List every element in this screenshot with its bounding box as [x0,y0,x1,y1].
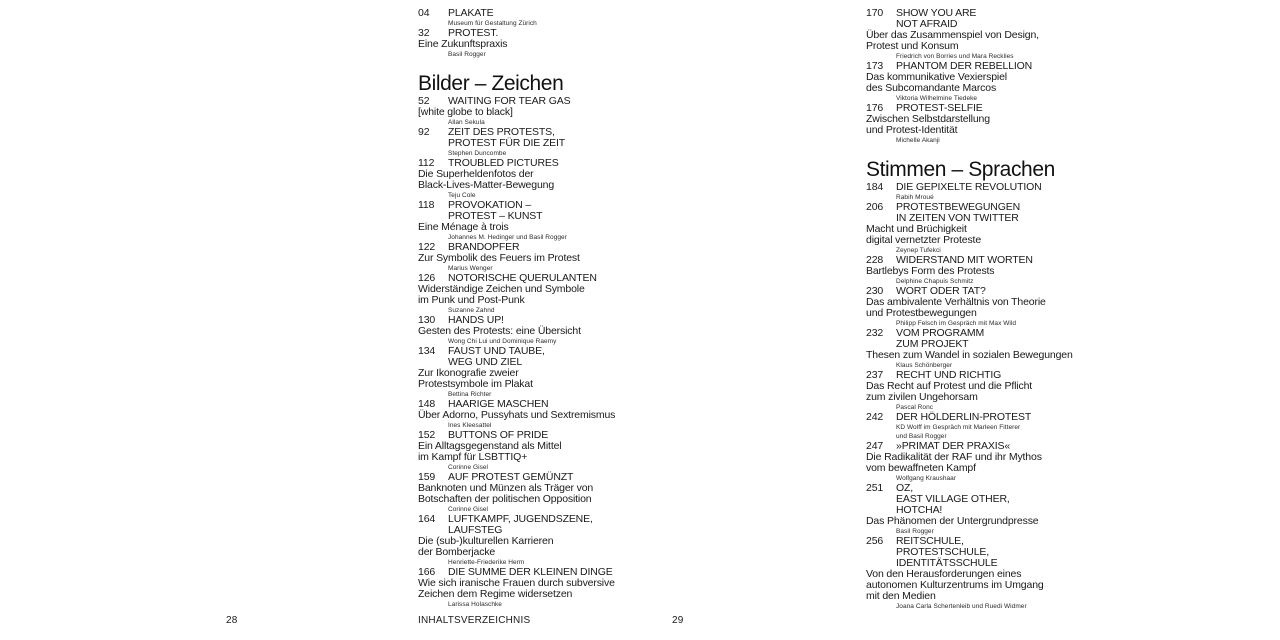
entry-subtitle-line: Thesen zum Wandel in sozialen Bewegungen [866,349,1073,361]
toc-entry [866,255,1066,286]
entry-subtitle-line: Eine Zukunftspraxis [418,38,508,50]
toc-entry [418,273,618,315]
entry-subtitle-line: im Kampf für LSBTTIQ+ [418,451,528,463]
entry-author: Ines Kleesattel [448,422,492,429]
entry-subtitle-line: Ein Alltagsgegenstand als Mittel [418,440,562,452]
entry-page-ref: 04 [418,7,430,19]
entry-page-ref: 164 [418,513,436,525]
page-number-right: 29 [672,615,684,626]
entry-author: Zeynep Tufekci [896,247,941,254]
entry-subtitle-line: Über das Zusammenspiel von Design, [866,29,1039,41]
entry-author: Wong Chi Lui und Dominique Raemy [448,338,557,345]
entry-author: und Basil Rogger [896,433,947,440]
entry-title-line: EAST VILLAGE OTHER, [896,493,1010,505]
entry-first-line [866,412,1066,423]
entry-subtitle-line: zum zivilen Ungehorsam [866,391,978,403]
entry-subtitle-line: des Subcomandante Marcos [866,82,997,94]
entry-author: Klaus Schönberger [896,362,953,369]
entry-subtitle-line: und Protest-Identität [866,124,958,136]
toc-entry [418,8,618,28]
entry-title-line: PROTEST – KUNST [448,210,543,222]
entry-page-ref: 251 [866,482,884,494]
entry-subtitle-line: der Bomberjacke [418,546,496,558]
entry-subtitle-line: Black-Lives-Matter-Bewegung [418,179,555,191]
entry-page-ref: 206 [866,201,884,213]
entry-title-line: NOT AFRAID [896,18,958,30]
toc-entry [866,483,1066,536]
entry-subtitle-line: Die (sub-)kulturellen Karrieren [418,535,554,547]
entry-page-ref: 130 [418,314,436,326]
entry-title-line: HAARIGE MASCHEN [448,398,549,410]
entry-author: Henriette-Friederike Herm [448,559,525,566]
entry-page-ref: 247 [866,440,884,452]
toc-entry [418,315,618,346]
entry-title-line: DER HÖLDERLIN-PROTEST [896,411,1032,423]
entry-author: Rabih Mroué [896,194,934,201]
toc-entry [866,327,1073,370]
entry-page-ref: 230 [866,285,884,297]
entry-subtitle-line: Über Adorno, Pussyhats und Sextremismus [418,409,616,421]
entry-subtitle-line: vom bewaffneten Kampf [866,462,976,474]
entry-title-line: WORT ODER TAT? [896,285,986,297]
entry-subtitle-line: Protest und Konsum [866,40,959,52]
entry-subtitle-line: [white globe to black] [418,106,513,118]
toc-entry [418,346,618,399]
toc-entry [866,441,1066,483]
entry-title-line: REITSCHULE, [896,535,964,547]
entry-subtitle-line: im Punk und Post-Punk [418,294,525,306]
entry-author: Stephen Duncombe [448,150,507,157]
section-heading: Stimmen – Sprachen [866,158,1055,181]
entry-subtitle-line: Das Phänomen der Untergrundpresse [866,515,1039,527]
entry-page-ref: 122 [418,241,436,253]
entry-subtitle-line: Das Recht auf Protest und die Pflicht [866,380,1033,392]
entry-subtitle-line: autonomen Kulturzentrums im Umgang [866,579,1044,591]
entry-title-line: TROUBLED PICTURES [448,157,559,169]
entry-title-line: DIE GEPIXELTE REVOLUTION [896,181,1042,193]
toc-entry [418,242,618,273]
footer-label: INHALTSVERZEICHNIS [418,615,531,626]
toc-entry [418,472,618,514]
entry-subtitle-line: Zwischen Selbstdarstellung [866,113,990,125]
entry-title-line: VOM PROGRAMM [896,327,985,339]
entry-subtitle-line: digital vernetzter Proteste [866,234,982,246]
entry-author: Suzanne Zahnd [448,307,495,314]
entry-title-line: ZUM PROJEKT [896,338,969,350]
entry-page-ref: 173 [866,60,884,72]
entry-title-line: PHANTOM DER REBELLION [896,60,1033,72]
entry-author: Johannes M. Hedinger und Basil Rogger [448,234,567,241]
toc-entry [418,200,618,242]
entry-page-ref: 118 [418,199,435,211]
entry-author: Museum für Gestaltung Zürich [448,20,537,27]
entry-page-ref: 32 [418,27,430,39]
entry-page-ref: 159 [418,471,436,483]
toc-entry [418,514,618,567]
entry-subtitle-line: Widerständige Zeichen und Symbole [418,283,585,295]
entry-subtitle-line: Protestsymbole im Plakat [418,378,533,390]
entry-title-line: AUF PROTEST GEMÜNZT [448,471,574,483]
entry-subtitle-line: Die Radikalität der RAF und ihr Mythos [866,451,1042,463]
entry-title-line: FAUST UND TAUBE, [448,345,545,357]
toc-column-right [866,7,1073,611]
entry-subtitle-line: Banknoten und Münzen als Träger von [418,482,594,494]
toc-column-left [418,8,618,609]
toc-entry [418,127,618,158]
entry-title-line: LAUFSTEG [448,524,503,536]
toc-entry [866,412,1066,441]
entry-author: Pascal Ronc [896,404,934,411]
entry-author: Corinne Gisel [448,506,489,513]
entry-page-ref: 166 [418,566,436,578]
entry-title-line: SHOW YOU ARE [896,7,977,19]
entry-author: Allan Sekula [448,119,485,126]
entry-title-line: IN ZEITEN VON TWITTER [896,212,1019,224]
entry-page-ref: 112 [418,157,435,169]
entry-title-line: NOTORISCHE QUERULANTEN [448,272,597,284]
entry-subtitle-line: Zur Symbolik des Feuers im Protest [418,252,580,264]
toc-entry [866,536,1066,611]
entry-page-ref: 176 [866,102,884,114]
toc-entry [418,96,618,127]
page-number-left: 28 [226,615,238,626]
entry-title-line: PROTESTSCHULE, [896,546,989,558]
entry-subtitle-line: Zeichen dem Regime widersetzen [418,588,573,600]
entry-page-ref: 152 [418,429,436,441]
toc-entry [418,430,618,472]
entry-title-line: PROVOKATION – [448,199,532,211]
entry-title-line: WEG UND ZIEL [448,356,523,368]
entry-subtitle-line: Wie sich iranische Frauen durch subversive [418,577,615,589]
entry-first-line [866,182,1066,193]
entry-author: Friedrich von Borries und Mara Recklies [896,53,1014,60]
section-heading: Bilder – Zeichen [418,72,564,95]
entry-subtitle-line: Botschaften der politischen Opposition [418,493,592,505]
entry-page-ref: 256 [866,535,884,547]
entry-title-line: PLAKATE [448,7,494,19]
entry-subtitle-line: Das ambivalente Verhältnis von Theorie [866,296,1046,308]
entry-subtitle-line: Von den Herausforderungen eines [866,568,1022,580]
entry-title-line: WIDERSTAND MIT WORTEN [896,254,1033,266]
entry-author: Wolfgang Kraushaar [896,475,957,482]
entry-title-line: HOTCHA! [896,504,943,516]
entry-title-line: PROTESTBEWEGUNGEN [896,201,1021,213]
entry-author: Delphine Chapuis Schmitz [896,278,974,285]
entry-title-line: OZ, [896,482,914,494]
toc-entry [418,399,618,430]
entry-page-ref: 52 [418,95,430,107]
entry-page-ref: 170 [866,7,884,19]
entry-page-ref: 184 [866,181,884,193]
entry-title-line: PROTEST. [448,27,499,39]
toc-entry [866,103,1066,145]
entry-title-line: LUFTKAMPF, JUGENDSZENE, [448,513,593,525]
entry-page-ref: 134 [418,345,436,357]
entry-author: KD Wolff im Gespräch mit Marleen Fitterer [896,424,1021,431]
entry-title-line: WAITING FOR TEAR GAS [448,95,571,107]
entry-author: Corinne Gisel [448,464,489,471]
entry-first-line [418,8,618,19]
entry-subtitle-line: Die Superheldenfotos der [418,168,534,180]
entry-page-ref: 228 [866,254,884,266]
entry-title-line: ZEIT DES PROTESTS, [448,126,555,138]
entry-title-line: RECHT UND RICHTIG [896,369,1002,381]
entry-author: Bettina Richter [448,391,492,398]
entry-subtitle-line: Macht und Brüchigkeit [866,223,967,235]
entry-title-line: IDENTITÄTSSCHULE [896,557,998,569]
toc-entry [866,202,1066,255]
entry-author: Basil Rogger [896,528,934,535]
toc-entry [418,158,618,200]
entry-title-line: PROTEST FÜR DIE ZEIT [448,137,565,149]
entry-title-line: BUTTONS OF PRIDE [448,429,549,441]
toc-entry [866,61,1066,103]
entry-page-ref: 92 [418,126,430,138]
toc-entry [866,182,1066,202]
toc-entry [866,8,1066,61]
entry-author: Teju Cole [448,192,476,199]
entry-page-ref: 126 [418,272,436,284]
entry-title-line: DIE SUMME DER KLEINEN DINGE [448,566,613,578]
entry-subtitle-line: Bartlebys Form des Protests [866,265,995,277]
entry-author: Joana Carla Schertenleib und Ruedi Widmer [896,603,1027,610]
toc-entry [866,286,1066,328]
entry-subtitle-line: Gesten des Protests: eine Übersicht [418,325,581,337]
entry-subtitle-line: Zur Ikonografie zweier [418,367,519,379]
entry-author: Larissa Holaschke [448,601,502,608]
entry-subtitle-line: mit den Medien [866,590,936,602]
entry-page-ref: 242 [866,411,884,423]
entry-title-line: HANDS UP! [448,314,504,326]
toc-entry [418,28,618,59]
entry-page-ref: 148 [418,398,436,410]
entry-author: Michelle Akanji [896,137,940,144]
entry-subtitle-line: Das kommunikative Vexierspiel [866,71,1007,83]
entry-title-line: BRANDOPFER [448,241,520,253]
entry-subtitle-line: und Protestbewegungen [866,307,977,319]
entry-page-ref: 232 [866,327,884,339]
entry-author: Philipp Felsch im Gespräch mit Max Wild [896,320,1017,327]
toc-entry [866,370,1066,412]
entry-title-line: »PRIMAT DER PRAXIS« [896,440,1011,452]
entry-author: Viktoria Wilhelmine Tiedeke [896,95,978,102]
entry-author: Marius Wenger [448,265,493,272]
entry-author: Basil Rogger [448,51,486,58]
toc-entry [418,567,618,609]
entry-page-ref: 237 [866,369,884,381]
entry-title-line: PROTEST-SELFIE [896,102,983,114]
entry-subtitle-line: Eine Ménage à trois [418,221,509,233]
